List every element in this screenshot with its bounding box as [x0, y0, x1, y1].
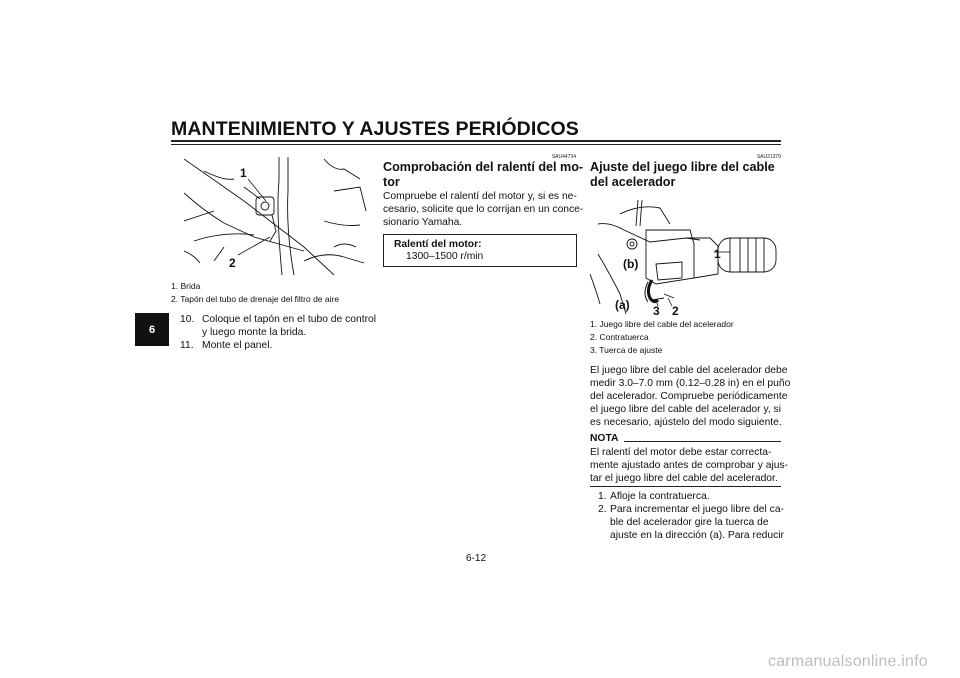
nota-label: NOTA	[590, 433, 619, 444]
step-number: 11.	[180, 340, 194, 351]
figure-label-2: 2	[672, 304, 679, 315]
throttle-cable-figure	[590, 194, 780, 315]
nota-bottom-rule	[590, 486, 781, 487]
step-10	[180, 313, 377, 341]
figure-label-3: 3	[653, 304, 660, 315]
nota-line: El ralentí del motor debe estar correcta-	[590, 447, 772, 458]
caption-item-1: 1. Brida	[171, 281, 201, 291]
body-line: es necesario, ajústelo del modo siguiente.	[590, 417, 782, 429]
step-text-line: Afloje la contratuerca.	[610, 491, 710, 502]
caption-item-3: 3. Tuerca de ajuste	[590, 345, 663, 355]
caption-item-2: 2. Contratuerca	[590, 332, 649, 342]
chapter-tab: 6	[135, 313, 169, 346]
step-2	[598, 503, 788, 543]
section-heading-throttle	[590, 160, 786, 189]
page-number: 6-12	[466, 553, 487, 564]
figure-label-a: (a)	[615, 298, 630, 312]
watermark[interactable]: carmanualsonline.info	[768, 653, 928, 670]
step-number: 1.	[598, 491, 607, 502]
step-number: 10.	[180, 314, 195, 325]
step-1	[598, 490, 788, 504]
idle-spec-box	[383, 234, 577, 267]
step-text-line: Para incrementar el juego libre del ca-	[610, 504, 784, 515]
body-line: cesario, solicite que lo corrijan en un conce-	[383, 204, 584, 216]
step-text-line: y luego monte la brida.	[202, 327, 307, 338]
heading-line: tor	[383, 174, 400, 189]
step-text-line: ajuste en la dirección (a). Para reducir	[610, 530, 784, 541]
body-line: Compruebe el ralentí del motor y, si es ne-	[383, 191, 577, 202]
nota-top-rule	[624, 441, 781, 442]
body-line: medir 3.0–7.0 mm (0.12–0.28 in) en el puño	[590, 378, 791, 390]
body-line: El juego libre del cable del acelerador debe	[590, 365, 788, 376]
figure-label-2: 2	[229, 256, 236, 270]
air-filter-drain-figure	[184, 151, 368, 275]
air-filter-drain-illustration	[184, 151, 368, 275]
page-title: MANTENIMIENTO Y AJUSTES PERIÓDICOS	[171, 118, 579, 140]
body-line: el juego libre del cable del acelerador y, si	[590, 404, 781, 416]
step-text-line: Coloque el tapón en el tubo de control	[202, 314, 377, 325]
section-code: SAU21370	[756, 154, 781, 160]
heading-line: Comprobación del ralentí del mo-	[383, 160, 584, 174]
body-line: del acelerador. Compruebe periódicamente	[590, 391, 788, 403]
step-text-line: Monte el panel.	[202, 340, 273, 351]
figure-label-1: 1	[714, 247, 721, 261]
spec-value: 1300–1500 r/min	[406, 251, 484, 262]
title-rule-thin	[171, 144, 781, 145]
step-11	[180, 339, 370, 353]
nota-text	[590, 446, 789, 485]
body-line: sionario Yamaha.	[383, 217, 463, 229]
step-text-line: ble del acelerador gire la tuerca de	[610, 517, 769, 528]
title-rule	[171, 140, 781, 142]
section-heading-idle	[383, 160, 583, 189]
step-number: 2.	[598, 504, 607, 515]
throttle-grip-illustration	[590, 194, 780, 315]
heading-line: del acelerador	[590, 174, 676, 189]
caption-item-2: 2. Tapón del tubo de drenaje del filtro de aire	[171, 294, 340, 304]
caption-item-1: 1. Juego libre del cable del acelerador	[590, 319, 734, 329]
figure-label-b: (b)	[623, 257, 639, 271]
nota-line: tar el juego libre del cable del acelerador.	[590, 473, 778, 485]
figure-label-1: 1	[240, 166, 247, 180]
throttle-body-text	[590, 364, 791, 429]
idle-body-text	[383, 190, 583, 229]
heading-line: Ajuste del juego libre del cable	[590, 160, 775, 174]
nota-line: mente ajustado antes de comprobar y ajus-	[590, 460, 789, 472]
spec-label: Ralentí del motor:	[394, 239, 482, 250]
section-code: SAU44734	[551, 154, 576, 160]
